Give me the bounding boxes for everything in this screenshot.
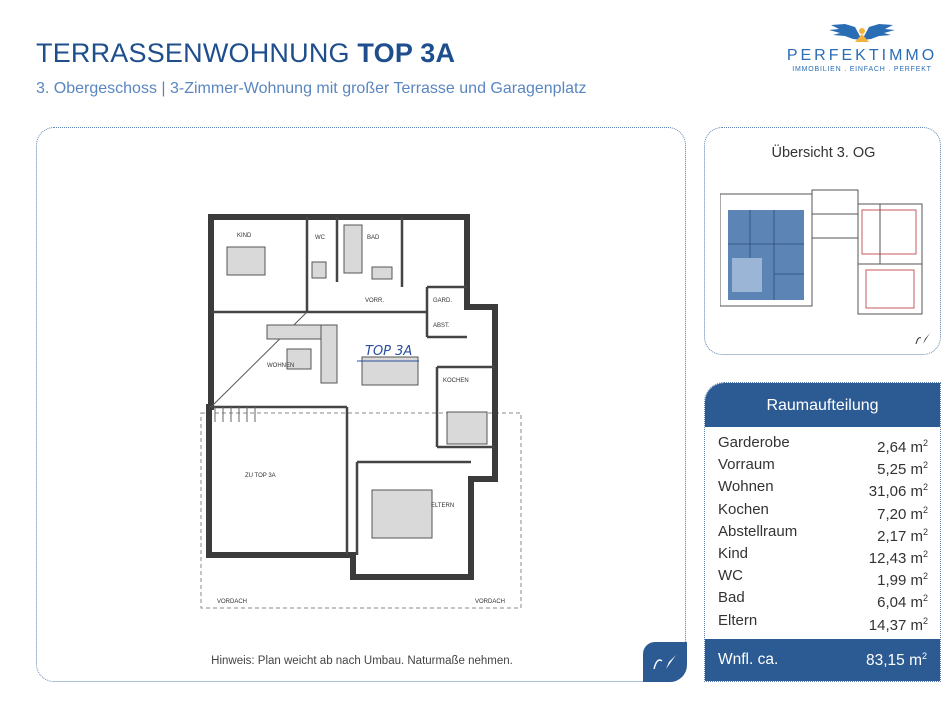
room-row: Vorraum 5,25 $m^2$: [718, 456, 928, 479]
room-label-terrasse: ZU TOP 3A: [245, 473, 276, 479]
total-area-row: [705, 639, 940, 681]
room-label-kochen: KOCHEN: [443, 378, 469, 384]
room-row: Abstellraum 2,17 $m^2$: [718, 522, 928, 545]
overview-title: Übersicht 3. OG: [771, 145, 876, 161]
room-row: WC 1,99 $m^2$: [718, 567, 928, 590]
total-value: 83,15 $m^2$: [865, 650, 927, 669]
room-row: Bad 6,04 $m^2$: [718, 589, 928, 612]
room-label-kind: KIND: [237, 233, 252, 239]
room-row: Eltern 14,37 $m^2$: [718, 611, 928, 634]
room-table-header: Raumaufteilung: [705, 383, 940, 427]
stair-hatch: [215, 407, 255, 422]
room-label-wc: WC: [315, 235, 325, 241]
room-row: Garderobe 2,64 $m^2$: [718, 434, 928, 456]
room-label-eltern: ELTERN: [431, 503, 455, 509]
overview-floor-plan: [720, 184, 930, 324]
plan-hint: Hinweis: Plan weicht ab nach Umbau. Naturmaße nehmen.: [211, 655, 513, 667]
room-label-garderobe: GARD.: [433, 298, 453, 304]
room-list: [718, 432, 928, 632]
room-label-vordach-right: VORDACH: [475, 599, 506, 605]
unit-label: TOP 3A: [365, 344, 413, 359]
room-row: Kochen 7,20 $m^2$: [718, 500, 928, 523]
north-arrow-small-icon: [915, 332, 931, 346]
title-bold: TOP 3A: [357, 38, 456, 68]
logo: [782, 22, 942, 84]
floor-plan-panel: [36, 127, 686, 682]
room-label-vorraum: VORR.: [365, 298, 385, 304]
room-row: Kind 12,43 $m^2$: [718, 544, 928, 567]
room-label-bad: BAD: [367, 235, 380, 241]
overview-panel: [704, 127, 941, 355]
total-label: Wnfl. ca.: [718, 651, 779, 668]
wings-logo-icon: [825, 22, 899, 46]
north-arrow-icon: [652, 653, 678, 671]
room-label-vordach-left: VORDACH: [217, 599, 248, 605]
room-table: [704, 382, 941, 682]
room-label-abstellraum: ABST.: [433, 323, 450, 329]
north-badge: [643, 642, 687, 682]
room-label-wohnen: WOHNEN: [267, 363, 295, 369]
highlighted-terrace: [732, 258, 762, 292]
page-title: [36, 38, 455, 69]
room-row: Wohnen 31,06 $m^2$: [718, 478, 928, 501]
logo-tagline: IMMOBILIEN . EINFACH . PERFEKT: [792, 66, 932, 73]
page-subtitle: 3. Obergeschoss | 3-Zimmer-Wohnung mit großer Terrasse und Garagenplatz: [36, 80, 587, 97]
logo-brand: PERFEKTIMMO: [786, 47, 938, 64]
title-regular: TERRASSENWOHNUNG: [36, 38, 350, 68]
floor-plan: [197, 207, 527, 637]
